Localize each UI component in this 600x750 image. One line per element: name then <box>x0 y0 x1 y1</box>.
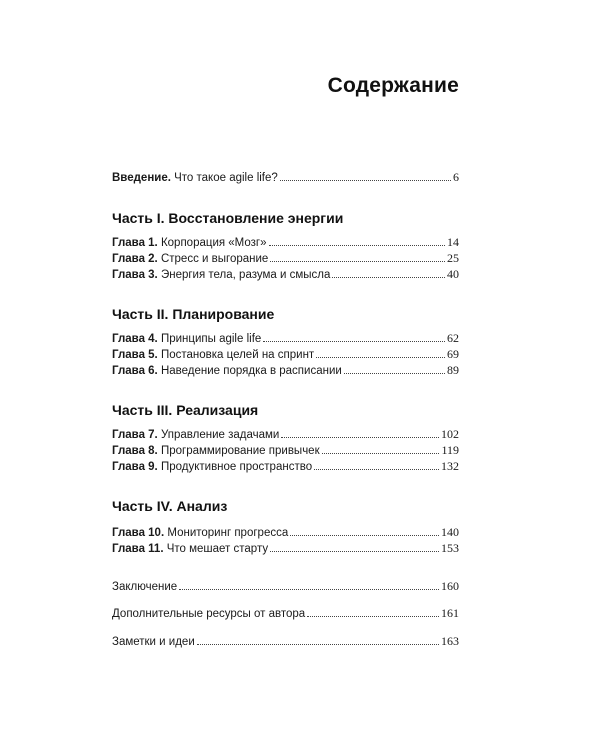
toc-entry-chapter-4[interactable] <box>112 331 459 346</box>
entry-title: Управление задачами <box>160 429 280 441</box>
entry-label: Глава 3. <box>112 269 158 281</box>
dot-leader <box>179 589 439 590</box>
entry-title: Постановка целей на спринт <box>160 349 315 361</box>
entry-title: Принципы agile life <box>160 333 262 345</box>
entry-title: Энергия тела, разума и смысла <box>160 269 331 281</box>
dot-leader <box>322 453 440 454</box>
entry-title: Дополнительные ресурсы от автора <box>112 608 306 620</box>
dot-leader <box>270 261 445 262</box>
entry-label: Глава 2. <box>112 253 158 265</box>
dot-leader <box>314 469 439 470</box>
part-heading-2: Часть II. Планирование <box>112 306 275 322</box>
toc-entry-chapter-3[interactable] <box>112 267 459 282</box>
toc-entry-notes[interactable] <box>112 634 459 649</box>
part-heading-4: Часть IV. Анализ <box>112 498 228 514</box>
entry-page-number: 62 <box>447 331 459 345</box>
entry-title: Мониторинг прогресса <box>167 527 289 539</box>
toc-entry-chapter-9[interactable] <box>112 459 459 474</box>
dot-leader <box>281 437 439 438</box>
toc-entry-chapter-8[interactable] <box>112 443 459 458</box>
dot-leader <box>263 341 445 342</box>
dot-leader <box>316 357 445 358</box>
entry-page-number: 160 <box>441 579 459 593</box>
entry-title: Что мешает старту <box>166 543 269 555</box>
entry-label: Глава 11. <box>112 543 164 555</box>
entry-page-number: 153 <box>441 541 459 555</box>
entry-page-number: 161 <box>441 606 459 620</box>
entry-page-number: 140 <box>441 525 459 539</box>
entry-label: Введение. <box>112 172 171 184</box>
entry-title: Продуктивное пространство <box>160 461 313 473</box>
toc-entry-chapter-2[interactable] <box>112 251 459 266</box>
toc-entry-chapter-11[interactable] <box>112 541 459 556</box>
entry-title: Программирование привычек <box>160 445 320 457</box>
entry-page-number: 6 <box>453 170 459 184</box>
entry-label: Глава 6. <box>112 365 158 377</box>
dot-leader <box>270 551 439 552</box>
entry-label: Глава 8. <box>112 445 158 457</box>
toc-entry-chapter-5[interactable] <box>112 347 459 362</box>
entry-label: Глава 5. <box>112 349 158 361</box>
dot-leader <box>280 180 451 181</box>
part-heading-1: Часть I. Восстановление энергии <box>112 210 344 226</box>
toc-entry-chapter-7[interactable] <box>112 427 459 442</box>
entry-page-number: 163 <box>441 634 459 648</box>
entry-label: Глава 9. <box>112 461 158 473</box>
toc-entry-chapter-10[interactable] <box>112 525 459 540</box>
entry-title: Корпорация «Мозг» <box>160 237 267 249</box>
entry-title: Заметки и идеи <box>112 636 195 648</box>
entry-label: Глава 7. <box>112 429 158 441</box>
entry-page-number: 102 <box>441 427 459 441</box>
entry-title: Заключение <box>112 581 178 593</box>
entry-page-number: 14 <box>447 235 459 249</box>
dot-leader <box>269 245 445 246</box>
toc-entry-chapter-6[interactable] <box>112 363 459 378</box>
entry-page-number: 89 <box>447 363 459 377</box>
entry-page-number: 25 <box>447 251 459 265</box>
dot-leader <box>344 373 445 374</box>
entry-title: Наведение порядка в расписании <box>160 365 342 377</box>
part-heading-3: Часть III. Реализация <box>112 402 259 418</box>
entry-page-number: 40 <box>447 267 459 281</box>
dot-leader <box>307 616 439 617</box>
dot-leader <box>290 535 439 536</box>
page-title: Содержание <box>327 74 459 97</box>
toc-entry-conclusion[interactable] <box>112 579 459 594</box>
entry-page-number: 132 <box>441 459 459 473</box>
entry-page-number: 119 <box>441 443 459 457</box>
entry-label: Глава 10. <box>112 527 165 539</box>
toc-entry-resources[interactable] <box>112 606 459 621</box>
toc-entry-intro[interactable] <box>112 170 459 185</box>
entry-title: Стресс и выгорание <box>160 253 269 265</box>
entry-label: Глава 4. <box>112 333 158 345</box>
toc-page <box>112 0 459 750</box>
toc-entry-chapter-1[interactable] <box>112 235 459 250</box>
dot-leader <box>332 277 445 278</box>
entry-page-number: 69 <box>447 347 459 361</box>
entry-label: Глава 1. <box>112 237 158 249</box>
entry-title: Что такое agile life? <box>174 172 278 184</box>
dot-leader <box>197 644 439 645</box>
